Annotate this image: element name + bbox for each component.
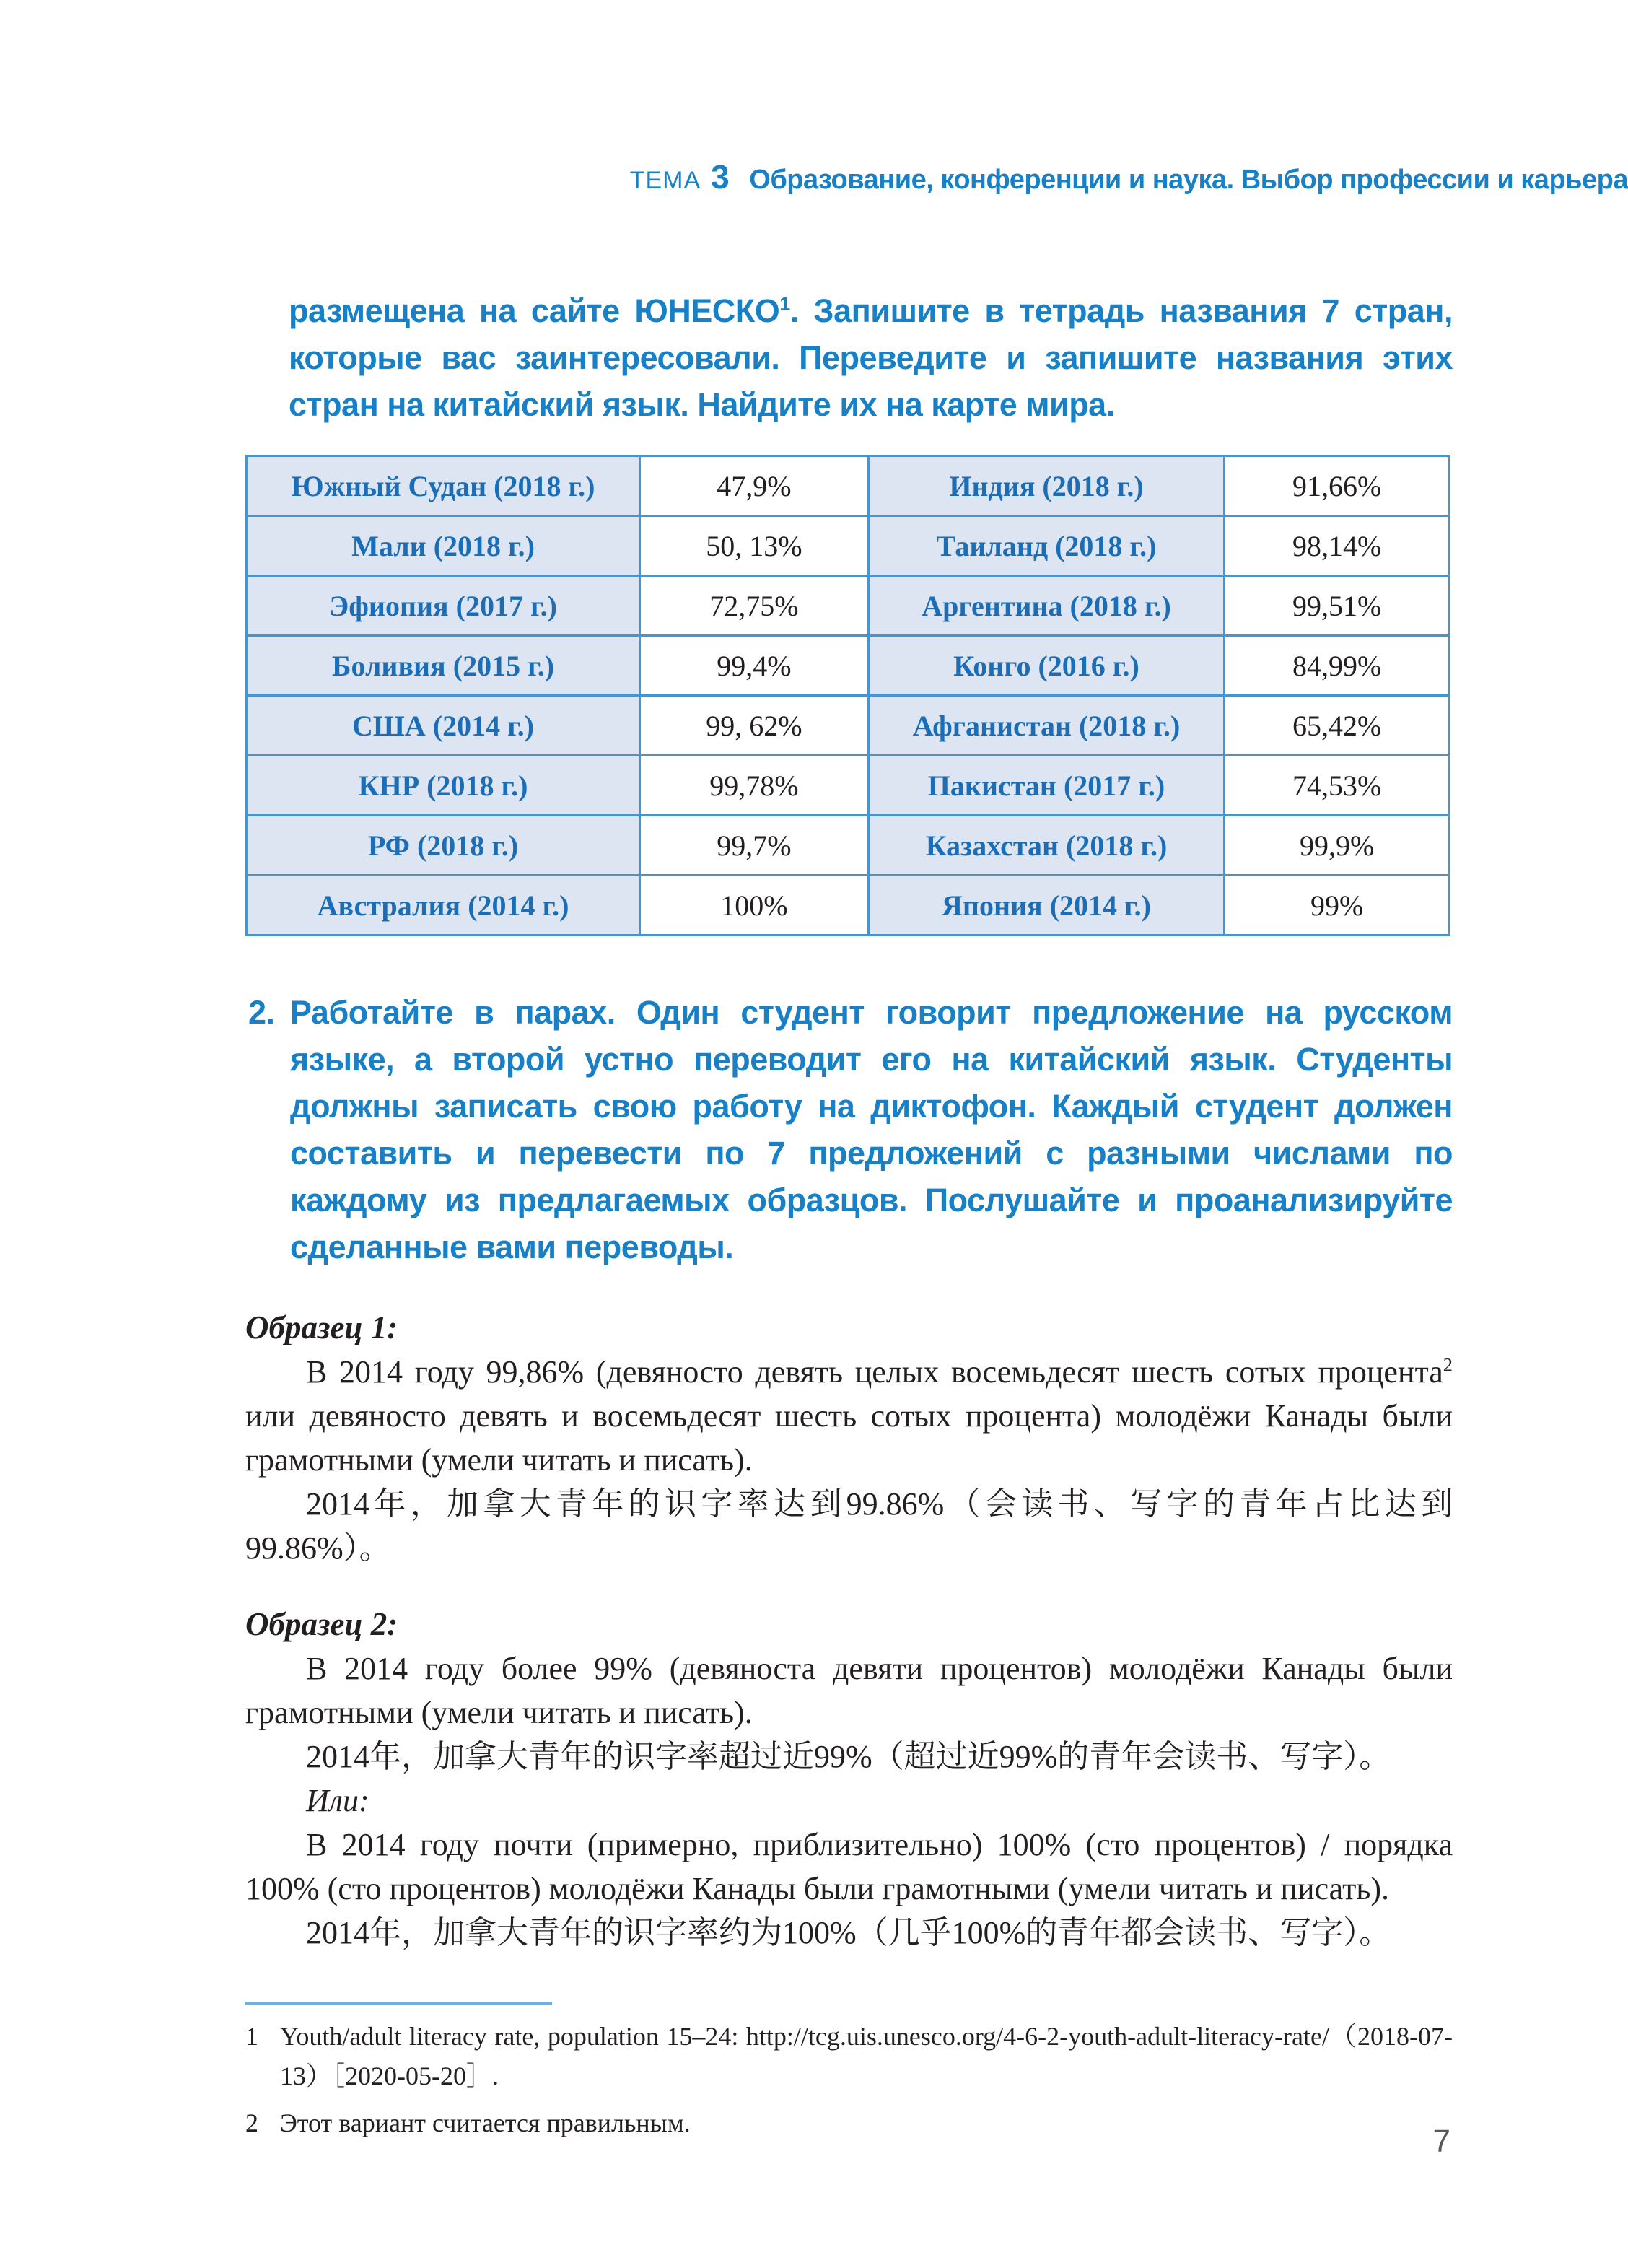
task2-paragraph bbox=[245, 989, 1453, 1270]
footnote-1-number: 1 bbox=[245, 2022, 258, 2051]
footnote-1 bbox=[245, 2017, 1453, 2096]
footnote-2-number: 2 bbox=[245, 2108, 258, 2137]
table-row bbox=[247, 696, 1450, 756]
header-tema-label: ТЕМА bbox=[629, 167, 701, 194]
country-cell: Австралия (2014 г.) bbox=[247, 876, 640, 935]
footnote-2-text: Этот вариант считается правильным. bbox=[280, 2108, 691, 2137]
sample2-chinese-paragraph-2: 2014年，加拿大青年的识字率约为100%（几乎100%的青年都会读书、写字）。 bbox=[306, 1915, 1391, 1950]
country-cell: Южный Судан (2018 г.) bbox=[247, 456, 640, 516]
value-cell: 99,7% bbox=[640, 816, 869, 876]
table-row bbox=[247, 876, 1450, 935]
footnote-ref-2: 2 bbox=[1443, 1353, 1453, 1376]
country-cell: Мали (2018 г.) bbox=[247, 516, 640, 576]
country-cell: Индия (2018 г.) bbox=[868, 456, 1224, 516]
footnote-1-text: Youth/adult literacy rate, population 15–24: http://tcg.uis.unesco.org/4-6-2-youth-adult-literacy-rate/（2018-07-13）［2020-05-20］. bbox=[280, 2022, 1453, 2090]
country-cell: Конго (2016 г.) bbox=[868, 636, 1224, 696]
intro-text: размещена на сайте ЮНЕСКО bbox=[289, 292, 780, 329]
country-cell: Казахстан (2018 г.) bbox=[868, 816, 1224, 876]
sample2-or-label: Или: bbox=[306, 1783, 369, 1818]
value-cell: 99% bbox=[1225, 876, 1450, 935]
task2-number: 2. bbox=[248, 994, 275, 1031]
task1-continuation-paragraph bbox=[289, 287, 1453, 428]
country-cell: Аргентина (2018 г.) bbox=[868, 576, 1224, 636]
value-cell: 99,4% bbox=[640, 636, 869, 696]
table-row bbox=[247, 636, 1450, 696]
footnote-separator-rule bbox=[245, 2002, 552, 2005]
header-tema-number: 3 bbox=[711, 158, 730, 196]
value-cell: 99,78% bbox=[640, 756, 869, 816]
table-row bbox=[247, 756, 1450, 816]
country-cell: РФ (2018 г.) bbox=[247, 816, 640, 876]
value-cell: 74,53% bbox=[1225, 756, 1450, 816]
sample2-chinese-paragraph-1: 2014年，加拿大青年的识字率超过近99%（超过近99%的青年会读书、写字）。 bbox=[306, 1739, 1391, 1774]
table-row bbox=[247, 456, 1450, 516]
table-row bbox=[247, 816, 1450, 876]
country-cell: Эфиопия (2017 г.) bbox=[247, 576, 640, 636]
value-cell: 99,9% bbox=[1225, 816, 1450, 876]
sample1-russian-text: В 2014 году 99,86% (девяносто девять целых восемьдесят шесть сотых процента bbox=[306, 1354, 1443, 1390]
value-cell: 99, 62% bbox=[640, 696, 869, 756]
country-cell: КНР (2018 г.) bbox=[247, 756, 640, 816]
table-row bbox=[247, 576, 1450, 636]
value-cell: 47,9% bbox=[640, 456, 869, 516]
literacy-rate-table bbox=[245, 455, 1450, 936]
footnote-ref-1: 1 bbox=[779, 293, 790, 315]
value-cell: 98,14% bbox=[1225, 516, 1450, 576]
sample1-russian-paragraph bbox=[245, 1350, 1453, 1482]
country-cell: Таиланд (2018 г.) bbox=[868, 516, 1224, 576]
country-cell: Пакистан (2017 г.) bbox=[868, 756, 1224, 816]
country-cell: Япония (2014 г.) bbox=[868, 876, 1224, 935]
value-cell: 50, 13% bbox=[640, 516, 869, 576]
page-content bbox=[245, 0, 1453, 2143]
sample1-russian-text-continued: или девяносто девять и восемьдесят шесть сотых процента) молодёжи Канады были грамотными (умели читать и писать). bbox=[245, 1398, 1453, 1478]
value-cell: 100% bbox=[640, 876, 869, 935]
sample1-heading: Образец 1: bbox=[245, 1309, 398, 1345]
value-cell: 84,99% bbox=[1225, 636, 1450, 696]
sample2-heading: Образец 2: bbox=[245, 1606, 398, 1642]
task2-text: Работайте в парах. Один студент говорит предложение на русском языке, а второй устно переводит его на китайский язык. Студенты должны записать свою работу на диктофон. Каждый студент должен составить и перевести по 7 предложений с разными числами по каждому из предлагаемых образцов. Послушайте и проанализируйте сделанные вами переводы. bbox=[290, 994, 1453, 1265]
value-cell: 99,51% bbox=[1225, 576, 1450, 636]
value-cell: 91,66% bbox=[1225, 456, 1450, 516]
value-cell: 72,75% bbox=[640, 576, 869, 636]
country-cell: США (2014 г.) bbox=[247, 696, 640, 756]
table-row bbox=[247, 516, 1450, 576]
value-cell: 65,42% bbox=[1225, 696, 1450, 756]
sample2-russian-paragraph-2: В 2014 году почти (примерно, приблизительно) 100% (сто процентов) / порядка 100% (сто процентов) молодёжи Канады были грамотными (умели читать и писать). bbox=[245, 1827, 1453, 1906]
page-number: 7 bbox=[1432, 2124, 1450, 2159]
footnote-2 bbox=[245, 2103, 1453, 2143]
country-cell: Боливия (2015 г.) bbox=[247, 636, 640, 696]
sample1-chinese-paragraph: 2014年，加拿大青年的识字率达到99.86%（会读书、写字的青年占比达到99.86%）。 bbox=[245, 1486, 1453, 1566]
intro-text-continued: . Запишите в тетрадь названия 7 стран, которые вас заинтересовали. Переведите и запишите названия этих стран на китайский язык. Найдите их на карте мира. bbox=[289, 292, 1453, 423]
country-cell: Афганистан (2018 г.) bbox=[868, 696, 1224, 756]
header-title: Образование, конференции и наука. Выбор профессии и карьера bbox=[749, 165, 1628, 195]
sample2-russian-paragraph-1: В 2014 году более 99% (девяноста девяти процентов) молодёжи Канады были грамотными (умели читать и писать). bbox=[245, 1651, 1453, 1730]
